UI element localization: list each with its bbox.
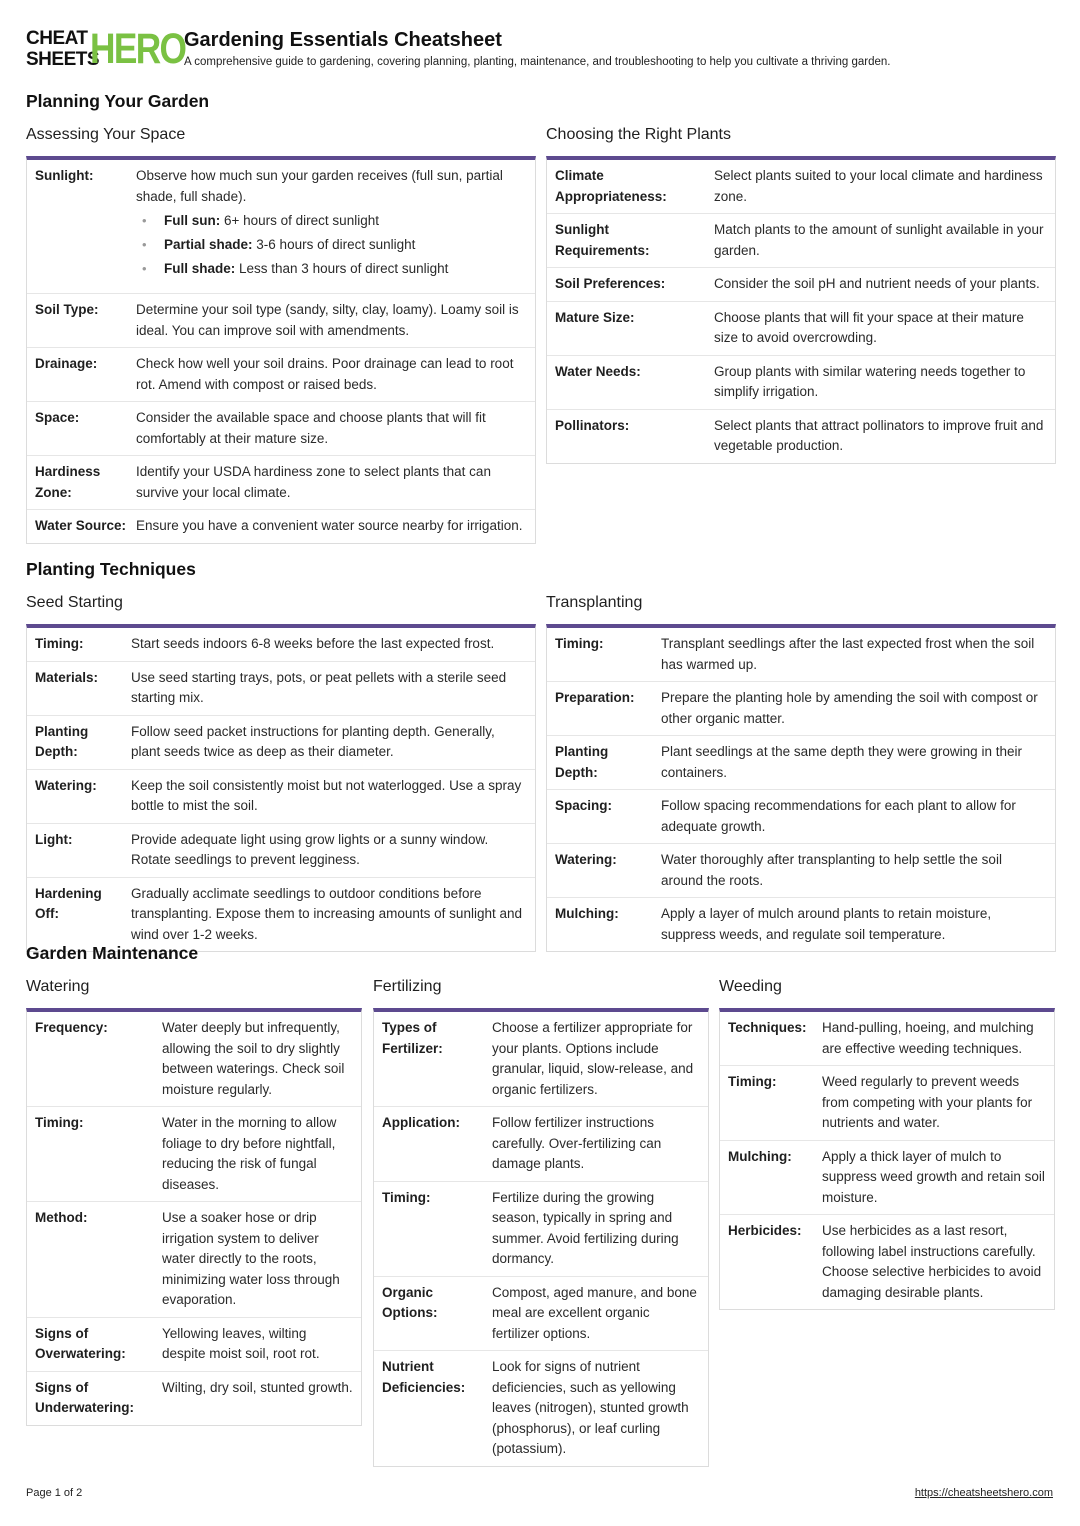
card-title-transplanting: Transplanting [546, 594, 643, 611]
section-title-maintenance: Garden Maintenance [26, 943, 199, 963]
table-row [374, 1107, 708, 1182]
table-row [27, 456, 535, 510]
logo-line-cheat: CHEAT [26, 28, 88, 49]
table-row [547, 628, 1055, 682]
row-value [136, 166, 527, 279]
row-key: Space: [35, 410, 80, 425]
row-key: Hardiness Zone: [35, 464, 101, 500]
row-value: Consider the soil pH and nutrient needs of your plants. [714, 276, 1040, 291]
table-row [27, 160, 535, 294]
row-value: Transplant seedlings after the last expected frost when the soil has warmed up. [661, 636, 1035, 672]
row-key: Sunlight: [35, 168, 94, 183]
list-item-label: Full shade: [164, 260, 236, 276]
row-key: Water Needs: [555, 363, 641, 379]
row-value: Follow fertilizer instructions carefully. Over-fertilizing can damage plants. [492, 1115, 662, 1171]
row-key: Mature Size: [555, 309, 635, 325]
row-key: Herbicides: [728, 1223, 802, 1238]
table-row [720, 1215, 1054, 1309]
row-value: Water thoroughly after transplanting to help settle the soil around the roots. [661, 852, 1002, 888]
table-row [547, 410, 1055, 463]
card-choosing-plants [546, 156, 1056, 464]
row-value: Water in the morning to allow foliage to dry before nightfall, reducing the risk of fungal diseases. [162, 1115, 337, 1192]
row-value: Keep the soil consistently moist but not waterlogged. Use a spray bottle to mist the soil. [131, 777, 522, 813]
table-row [374, 1012, 708, 1107]
table-row [27, 1202, 361, 1318]
table-row [547, 160, 1055, 214]
row-value: Select plants that attract pollinators to improve fruit and vegetable production. [714, 417, 1044, 453]
table-row [27, 510, 535, 543]
table-row [27, 1107, 361, 1202]
row-key: Frequency: [35, 1020, 108, 1035]
table-row [547, 736, 1055, 790]
table-row [27, 878, 535, 952]
row-value: Choose a fertilizer appropriate for your plants. Options include granular, liquid, slow-release, and organic fertilizers. [492, 1020, 694, 1097]
row-key: Signs of Underwatering: [35, 1379, 135, 1415]
table-row [374, 1182, 708, 1277]
table-row [374, 1277, 708, 1352]
row-key: Climate Appropriateness: [555, 168, 667, 204]
list-item-label: Partial shade: [164, 236, 253, 252]
row-key: Organic Options: [382, 1284, 438, 1320]
table-row [720, 1066, 1054, 1141]
page-number: Page 1 of 2 [26, 1487, 83, 1499]
row-value: Use seed starting trays, pots, or peat pellets with a sterile seed starting mix. [131, 669, 507, 705]
row-value: Use a soaker hose or drip irrigation system to deliver water directly to the roots, minimizing water loss through evaporation. [162, 1210, 340, 1307]
row-key: Pollinators: [555, 417, 630, 433]
card-title-seed: Seed Starting [26, 594, 123, 611]
row-key: Sunlight Requirements: [555, 222, 650, 258]
row-key: Watering: [35, 777, 97, 793]
section-title-planting: Planting Techniques [26, 559, 196, 579]
table-row [27, 1318, 361, 1372]
row-key: Materials: [35, 669, 99, 685]
list-item [136, 211, 527, 232]
card-title-assessing: Assessing Your Space [26, 126, 186, 143]
card-watering [26, 1008, 362, 1426]
card-title-fertilizing: Fertilizing [373, 978, 442, 995]
row-key: Timing: [35, 1115, 84, 1130]
card-seed-starting [26, 624, 536, 952]
table-row [27, 402, 535, 456]
row-value: Choose plants that will fit your space at their mature size to avoid overcrowding. [714, 309, 1024, 345]
row-key: Types of Fertilizer: [382, 1020, 443, 1056]
sunlight-list [136, 211, 527, 280]
section-title-planning: Planning Your Garden [26, 91, 210, 111]
page-subtitle: A comprehensive guide to gardening, covering planning, planting, maintenance, and troubleshooting to help you cultivate a thriving garden. [184, 56, 891, 68]
row-value: Weed regularly to prevent weeds from competing with your plants for nutrients and water. [822, 1074, 1033, 1130]
row-value: Ensure you have a convenient water source nearby for irrigation. [136, 518, 523, 533]
logo-line-sheets: SHEETS [26, 49, 100, 70]
row-value: Apply a layer of mulch around plants to retain moisture, suppress weeds, and regulate soil temperature. [661, 906, 992, 942]
cheatsheetshero-logo[interactable] [26, 25, 186, 73]
row-value: Fertilize during the growing season, typically in spring and summer. Avoid fertilizing during dormancy. [492, 1189, 679, 1266]
row-value: Wilting, dry soil, stunted growth. [162, 1379, 353, 1395]
row-value: Water deeply but infrequently, allowing the soil to dry slightly between waterings. Check soil moisture regularly. [162, 1020, 345, 1097]
table-row [547, 302, 1055, 356]
sunlight-description: Observe how much sun your garden receives (full sun, partial shade, full shade). [136, 168, 503, 204]
table-row [27, 716, 535, 770]
row-value: Compost, aged manure, and bone meal are excellent organic fertilizer options. [492, 1284, 697, 1341]
row-value: Prepare the planting hole by amending the soil with compost or other organic matter. [661, 690, 1038, 726]
table-row [547, 214, 1055, 268]
row-key: Mulching: [728, 1148, 792, 1164]
table-row [27, 628, 535, 662]
row-key: Soil Type: [35, 302, 99, 317]
row-value: Match plants to the amount of sunlight available in your garden. [714, 222, 1044, 258]
card-title-choosing: Choosing the Right Plants [546, 126, 731, 143]
row-key: Timing: [382, 1189, 431, 1205]
table-row [27, 824, 535, 878]
row-key: Signs of Overwatering: [35, 1325, 126, 1361]
row-key: Spacing: [555, 798, 613, 813]
row-value: Follow spacing recommendations for each plant to allow for adequate growth. [661, 798, 1016, 834]
row-key: Soil Preferences: [555, 276, 666, 291]
list-item-text: 3-6 hours of direct sunlight [252, 236, 416, 252]
row-key: Nutrient Deficiencies: [382, 1359, 466, 1395]
row-key: Watering: [555, 852, 617, 867]
list-item-label: Full sun: [164, 212, 221, 228]
row-value: Select plants suited to your local climate and hardiness zone. [714, 168, 1043, 204]
table-row [547, 268, 1055, 302]
footer-link[interactable]: https://cheatsheetshero.com [914, 1487, 1053, 1499]
card-transplanting [546, 624, 1056, 952]
row-key: Mulching: [555, 906, 619, 921]
row-value: Look for signs of nutrient deficiencies, such as yellowing leaves (nitrogen), stunted growth (phosphorus), or leaf curling (potassium). [492, 1359, 689, 1456]
row-value: Yellowing leaves, wilting despite moist soil, root rot. [162, 1325, 320, 1361]
table-row [27, 1012, 361, 1107]
logo-hero: HERO [90, 25, 186, 73]
row-key: Techniques: [728, 1020, 807, 1035]
row-key: Timing: [728, 1074, 777, 1089]
row-key: Application: [382, 1115, 460, 1130]
row-value: Gradually acclimate seedlings to outdoor conditions before transplanting. Expose them to increasing amounts of sunlight and wind over 1-2 weeks. [131, 885, 522, 942]
row-key: Preparation: [555, 690, 635, 705]
table-row [27, 1372, 361, 1425]
row-key: Hardening Off: [35, 885, 102, 921]
table-row [27, 294, 535, 348]
table-row [547, 844, 1055, 898]
row-key: Timing: [35, 636, 84, 651]
list-item [136, 235, 527, 256]
table-row [547, 898, 1055, 951]
row-key: Method: [35, 1210, 88, 1225]
row-value: Group plants with similar watering needs together to simplify irrigation. [714, 363, 1026, 399]
row-key: Light: [35, 831, 73, 847]
list-item-text: Less than 3 hours of direct sunlight [235, 260, 449, 276]
row-key: Water Source: [35, 518, 127, 533]
row-value: Follow seed packet instructions for planting depth. Generally, plant seeds twice as deep as their diameter. [131, 723, 495, 759]
row-value: Provide adequate light using grow lights or a sunny window. Rotate seedlings to prevent legginess. [131, 831, 489, 867]
row-value: Start seeds indoors 6-8 weeks before the last expected frost. [131, 636, 495, 651]
row-key: Drainage: [35, 356, 98, 371]
list-item-text: 6+ hours of direct sunlight [220, 212, 379, 228]
table-row [720, 1012, 1054, 1066]
card-assessing-space [26, 156, 536, 544]
table-row [374, 1351, 708, 1466]
row-value: Consider the available space and choose plants that will fit comfortably at their mature size. [136, 410, 486, 446]
table-row [27, 662, 535, 716]
table-row [547, 790, 1055, 844]
row-value: Check how well your soil drains. Poor drainage can lead to root rot. Amend with compost or raised beds. [136, 356, 514, 392]
page-header [26, 25, 1056, 74]
card-weeding [719, 1008, 1055, 1310]
table-row [720, 1141, 1054, 1216]
card-title-watering: Watering [26, 978, 90, 995]
table-row [547, 356, 1055, 410]
page-title: Gardening Essentials Cheatsheet [184, 29, 502, 51]
list-item [136, 259, 527, 280]
row-key: Timing: [555, 636, 604, 651]
table-row [27, 770, 535, 824]
table-row [27, 348, 535, 402]
table-row [547, 682, 1055, 736]
row-value: Plant seedlings at the same depth they were growing in their containers. [661, 744, 1022, 780]
row-key: Planting Depth: [555, 744, 609, 780]
row-value: Hand-pulling, hoeing, and mulching are effective weeding techniques. [822, 1020, 1034, 1056]
row-value: Identify your USDA hardiness zone to select plants that can survive your local climate. [136, 464, 491, 500]
card-title-weeding: Weeding [719, 978, 782, 995]
row-value: Apply a thick layer of mulch to suppress weed growth and retain soil moisture. [822, 1148, 1045, 1205]
card-fertilizing [373, 1008, 709, 1467]
row-value: Determine your soil type (sandy, silty, clay, loamy). Loamy soil is ideal. You can improve soil with amendments. [136, 302, 519, 338]
row-value: Use herbicides as a last resort, following label instructions carefully. Choose selective herbicides to avoid damaging desirable plants. [822, 1223, 1042, 1300]
row-key: Planting Depth: [35, 723, 89, 759]
